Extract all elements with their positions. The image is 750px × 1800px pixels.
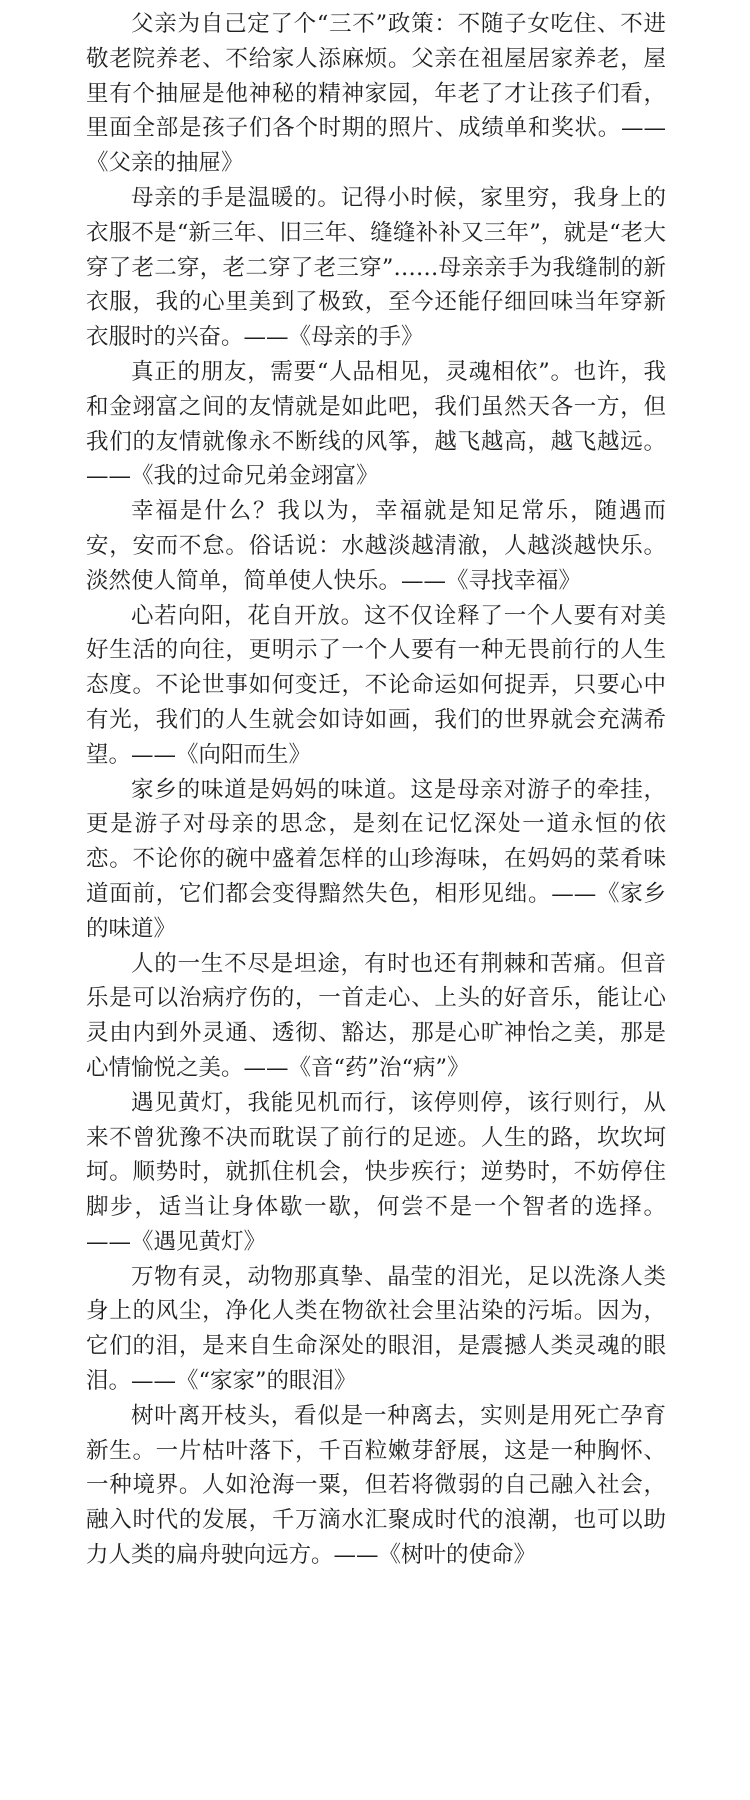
- excerpt-yellow-light: 遇见黄灯，我能见机而行，该停则停，该行则行，从来不曾犹豫不决而耽误了前行的足迹。人生的路，坎坎坷坷。顺势时，就抓住机会，快步疾行；逆势时，不妨停住脚步，适当让身体歇一歇，何尝不是一个智者的选择。——《遇见黄灯》: [86, 1089, 666, 1255]
- excerpt-animal-tears: 万物有灵，动物那真挚、晶莹的泪光，足以洗涤人类身上的风尘，净化人类在物欲社会里沾染的污垢。因为，它们的泪，是来自生命深处的眼泪，是震撼人类灵魂的眼泪。——《“家家”的眼泪》: [86, 1263, 666, 1395]
- excerpt-mothers-hands: 母亲的手是温暖的。记得小时候，家里穷，我身上的衣服不是“新三年、旧三年、缝缝补补又三年”，就是“老大穿了老二穿，老二穿了老三穿”……母亲亲手为我缝制的新衣服，我的心里美到了极致，至今还能仔细回味当年穿新衣服时的兴奋。——《母亲的手》: [86, 184, 666, 351]
- excerpt-sworn-brother: 真正的朋友，需要“人品相见，灵魂相依”。也许，我和金翊富之间的友情就是如此吧，我们虽然天各一方，但我们的友情就像永不断线的风筝，越飞越高，越飞越远。——《我的过命兄弟金翊富》: [86, 358, 666, 490]
- excerpt-mission-of-leaves: 树叶离开枝头，看似是一种离去，实则是用死亡孕育新生。一片枯叶落下，千百粒嫩芽舒展，这是一种胸怀、一种境界。人如沧海一粟，但若将微弱的自己融入社会，融入时代的发展，千万滴水汇聚成时代的浪潮，也可以助力人类的扁舟驶向远方。——《树叶的使命》: [86, 1402, 666, 1569]
- excerpt-seeking-happiness: 幸福是什么？我以为，幸福就是知足常乐，随遇而安，安而不怠。俗话说：水越淡越清澈，人越淡越快乐。淡然使人简单，简单使人快乐。——《寻找幸福》: [86, 498, 666, 594]
- excerpt-music-as-medicine: 人的一生不尽是坦途，有时也还有荆棘和苦痛。但音乐是可以治病疗伤的，一首走心、上头的好音乐，能让心灵由内到外灵通、透彻、豁达，那是心旷神怡之美，那是心情愉悦之美。——《音“药”治“病”》: [86, 950, 666, 1081]
- excerpt-fathers-drawer: 父亲为自己定了个“三不”政策：不随子女吃住、不进敬老院养老、不给家人添麻烦。父亲在祖屋居家养老，屋里有个抽屉是他神秘的精神家园，年老了才让孩子们看，里面全部是孩子们各个时期的照片、成绩单和奖状。——《父亲的抽屉》: [86, 11, 666, 177]
- article-excerpts: [86, 0, 666, 1573]
- excerpt-taste-of-home: 家乡的味道是妈妈的味道。这是母亲对游子的牵挂，更是游子对母亲的思念，是刻在记忆深处一道永恒的依恋。不论你的碗中盛着怎样的山珍海味，在妈妈的菜肴味道面前，它们都会变得黯然失色，相形见绌。——《家乡的味道》: [86, 776, 666, 942]
- excerpt-facing-the-sun: 心若向阳，花自开放。这不仅诠释了一个人要有对美好生活的向往，更明示了一个人要有一种无畏前行的人生态度。不论世事如何变迁，不论命运如何捉弄，只要心中有光，我们的人生就会如诗如画，我们的世界就会充满希望。——《向阳而生》: [86, 602, 666, 768]
